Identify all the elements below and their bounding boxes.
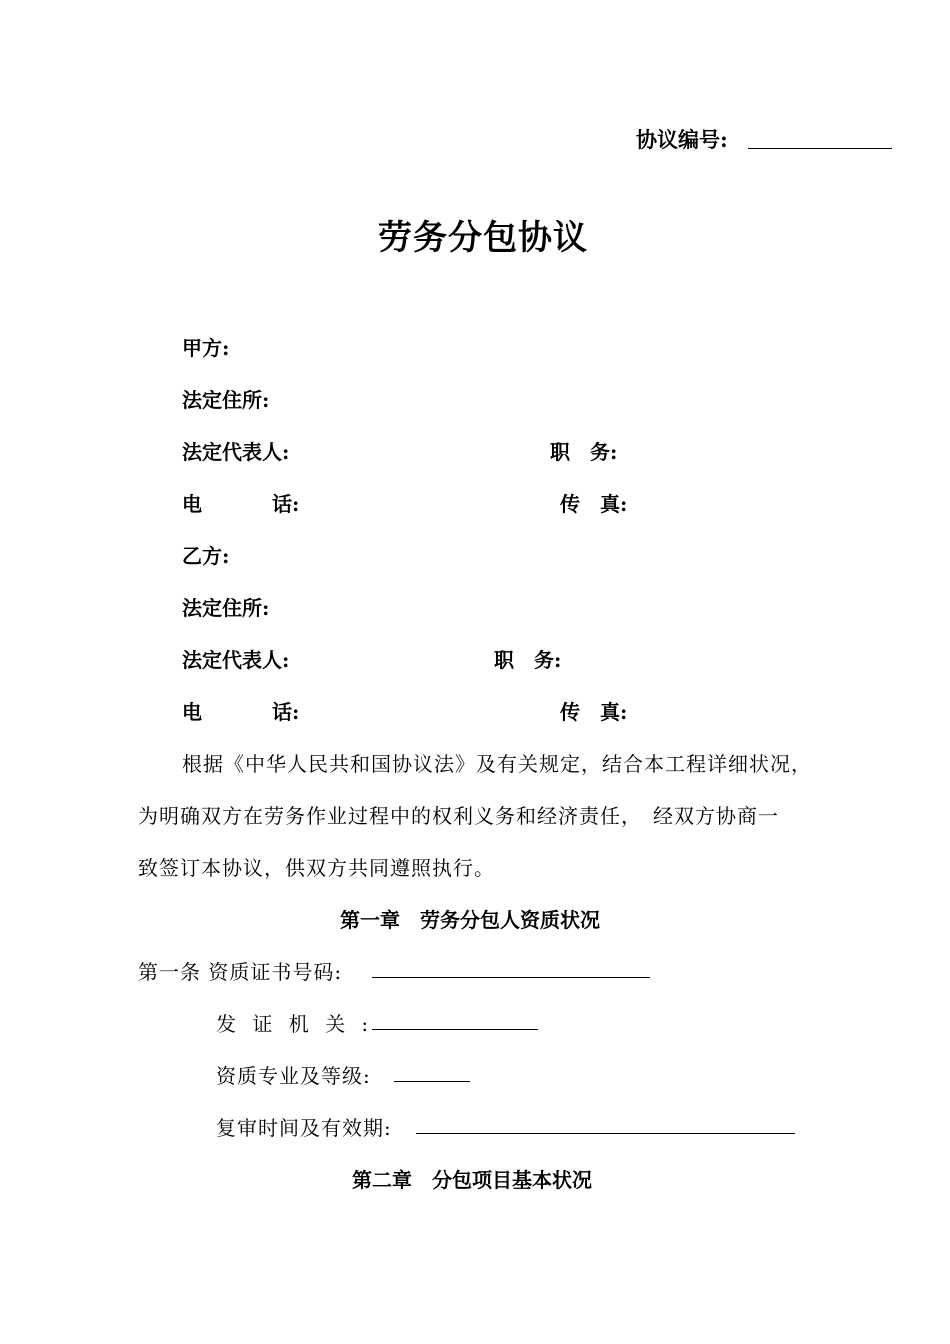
party-b-rep-label: 法定代表人:: [182, 648, 290, 672]
chapter-1-heading: 第一章 劳务分包人资质状况: [340, 908, 600, 932]
article-1-cert-no-label: 第一条 资质证书号码:: [138, 960, 343, 984]
preamble-line-2: 为明确双方在劳务作业过程中的权利义务和经济责任， 经双方协商一: [138, 804, 779, 828]
party-a-phone-label-2: 话:: [272, 492, 300, 516]
qualification-blank[interactable]: [394, 1081, 470, 1082]
chapter-2-heading: 第二章 分包项目基本状况: [352, 1168, 592, 1192]
party-a-position-label: 职 务:: [550, 440, 618, 464]
agreement-no-label: 协议编号:: [636, 127, 728, 152]
party-b-address-label: 法定住所:: [182, 596, 270, 620]
party-b-phone-label-2: 话:: [272, 700, 300, 724]
issuer-label: 发 证 机 关 :: [216, 1012, 374, 1036]
qualification-label: 资质专业及等级:: [216, 1064, 371, 1088]
review-validity-label: 复审时间及有效期:: [216, 1116, 392, 1140]
party-b-label: 乙方:: [182, 544, 230, 568]
party-a-label: 甲方:: [182, 336, 230, 360]
preamble-line-1: 根据《中华人民共和国协议法》及有关规定，结合本工程详细状况，: [182, 752, 812, 776]
party-b-position-label: 职 务:: [494, 648, 562, 672]
agreement-no-blank[interactable]: [748, 148, 892, 149]
preamble-line-3: 致签订本协议，供双方共同遵照执行。: [138, 856, 495, 880]
party-b-phone-label-1: 电: [182, 700, 202, 724]
party-b-fax-label: 传 真:: [560, 700, 628, 724]
party-a-address-label: 法定住所:: [182, 388, 270, 412]
issuer-blank[interactable]: [372, 1029, 538, 1030]
document-title: 劳务分包协议: [378, 218, 588, 258]
party-a-fax-label: 传 真:: [560, 492, 628, 516]
cert-no-blank[interactable]: [372, 977, 650, 978]
party-a-rep-label: 法定代表人:: [182, 440, 290, 464]
party-a-phone-label-1: 电: [182, 492, 202, 516]
review-validity-blank[interactable]: [416, 1133, 795, 1134]
